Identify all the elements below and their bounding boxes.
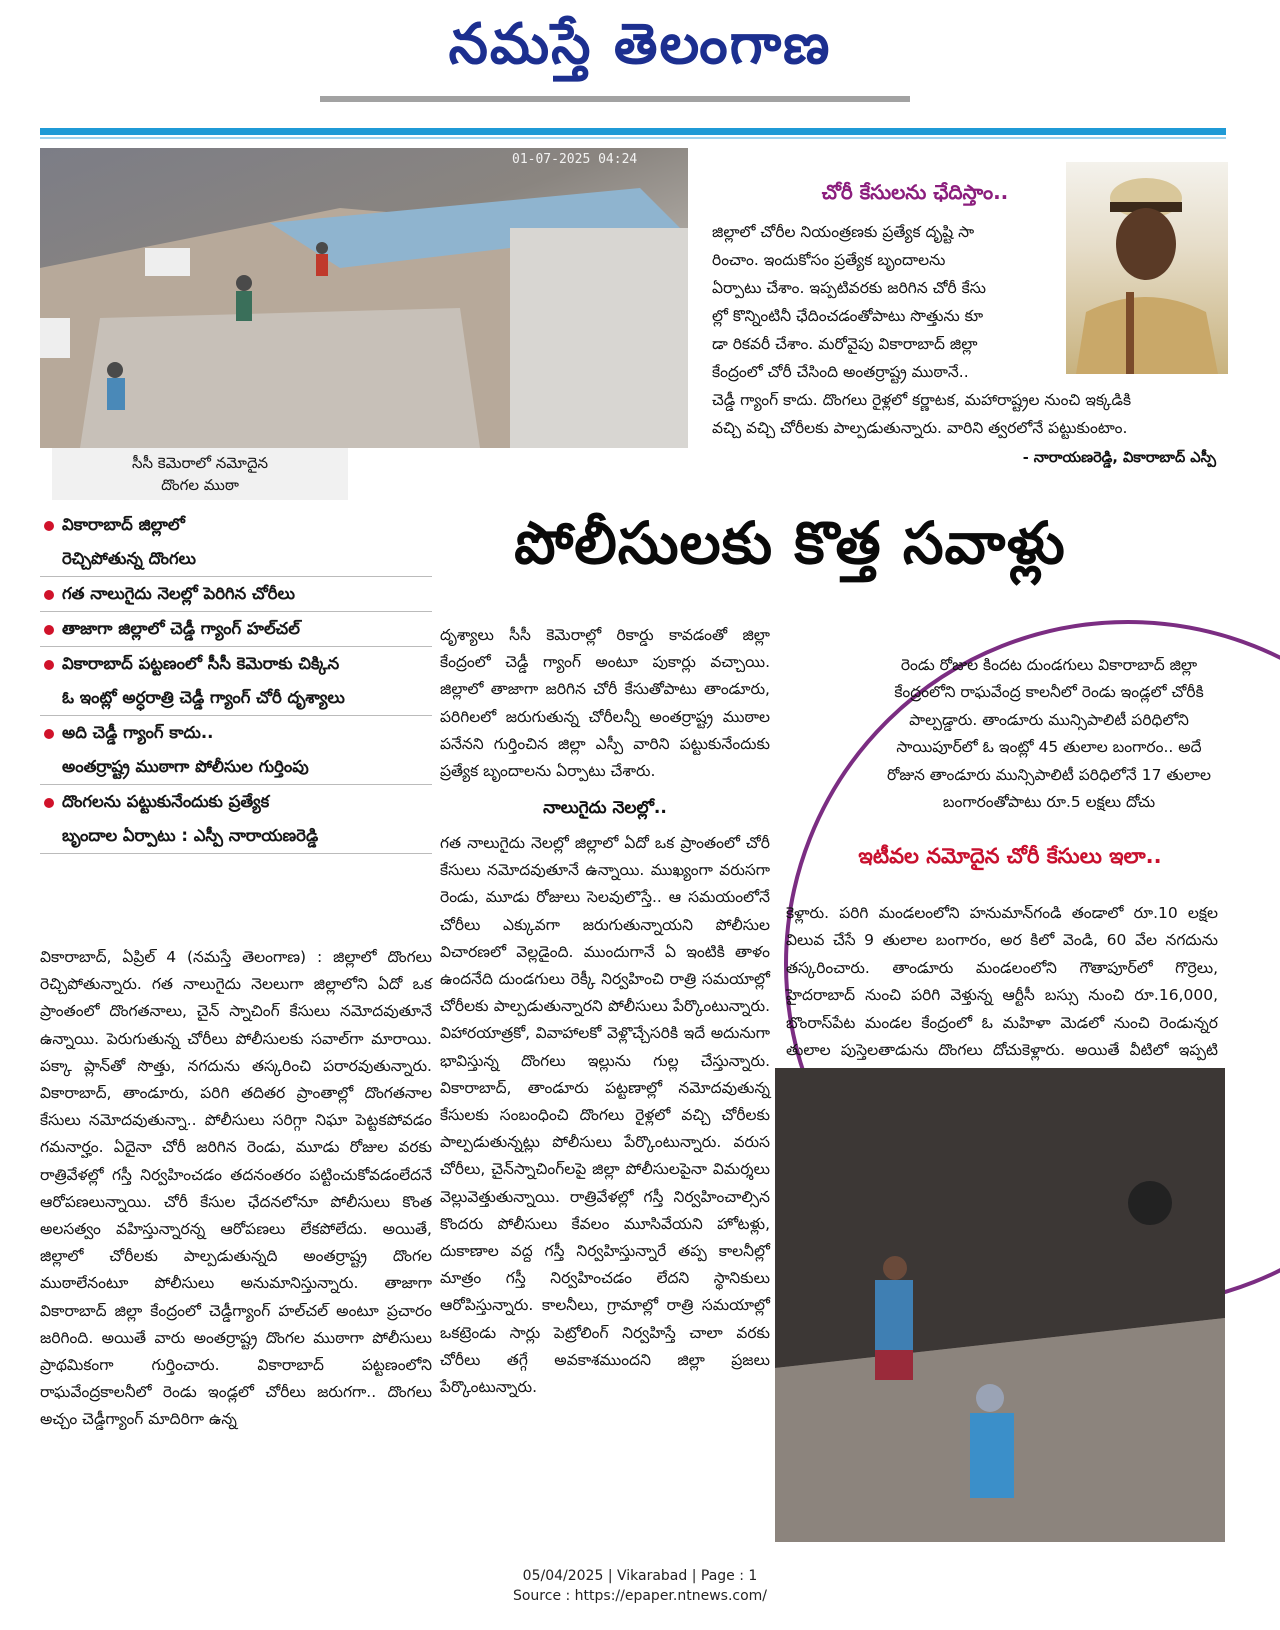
key-points-list bbox=[40, 508, 432, 854]
key-point-line-1: వికారాబాద్ పట్టణంలో సీసీ కెమెరాకు చిక్కిన bbox=[62, 654, 340, 673]
footer-source: Source : https://epaper.ntnews.com/ bbox=[512, 1588, 768, 1604]
quote-line: డా రికవరీ చేశాం. మరోవైపు వికారాబాద్ జిల్లా bbox=[712, 335, 978, 353]
key-point-line-2: బృందాల ఏర్పాటు : ఎస్పీ నారాయణరెడ్డి bbox=[62, 826, 319, 845]
key-point-line-1: దొంగలను పట్టుకునేందుకు ప్రత్యేక bbox=[62, 792, 270, 811]
quote-title: చోరీ కేసులను ఛేదిస్తాం.. bbox=[821, 180, 1009, 204]
photo-caption-line-1: సీసీ కెమెరాలో నమోదైన bbox=[131, 454, 269, 472]
header-divider bbox=[40, 128, 1226, 135]
main-headline: పోలీసులకు కొత్త సవాళ్లు bbox=[514, 509, 1066, 577]
masthead-title: నమస్తే తెలంగాణ bbox=[448, 11, 832, 77]
cctv-scene-2 bbox=[775, 1068, 1225, 1542]
quote-line: చెడ్డీ గ్యాంగ్ కాదు. దొంగలు రైళ్లలో కర్ణాటక, మహారాష్ట్రల నుంచి ఇక్కడికి bbox=[712, 391, 1132, 409]
key-point-line-2: ఓ ఇంట్లో అర్ధరాత్రి చెడ్డీ గ్యాంగ్ చోరీ దృశ్యాలు bbox=[62, 688, 345, 707]
footer-edition-info: 05/04/2025 | Vikarabad | Page : 1 bbox=[522, 1568, 758, 1584]
key-point-line-2: రెచ్చిపోతున్న దొంగలు bbox=[62, 549, 197, 568]
quote-attribution: - నారాయణరెడ్డి, వికారాబాద్ ఎస్పీ bbox=[1022, 450, 1216, 466]
header-divider-thin bbox=[40, 137, 1226, 139]
portrait-figure bbox=[1066, 162, 1228, 374]
photo-caption bbox=[52, 452, 348, 496]
callout-body-text: కెళ్లారు. పరిగి మండలంలోని హనుమాన్‌గండి తండాలో రూ.10 లక్షల విలువ చేసే 9 తులాల బంగారం, అర కిలో వెండి, 60 వేల నగదును తస్కరించారు. తాండూరు మండలంలోని గౌతాపూర్‌లో గొర్రెలు, హైదరాబాద్ నుంచి పరిగి వెళ్తున్న ఆర్టీసీ బస్సు నుంచి రూ.16,000, బొంరాస్‌పేట మండల కేంద్రంలో ఓ మహిళా మెడలో నుంచి రెండున్నర తులాల పుస్తెలతాడును దొంగలు దోచుకెళ్లారు. అయితే వీటిలో ఇప్పటి bbox=[786, 904, 1218, 1060]
quote-body-lower bbox=[712, 386, 1216, 442]
article-column-middle: గత నాలుగైదు నెలల్లో జిల్లాలో ఏదో ఒక ప్రాంతంలో చోరీ కేసులు నమోదవుతూనే ఉన్నాయి. ముఖ్యంగా వరుసగా రెండు, మూడు రోజులు సెలవులొస్తే.. ఆ సమయంలోనే చోరీలు ఎక్కువగా జరుగుతున్నాయని పోలీసుల విచారణలో వెల్లడైంది. ముందుగానే ఏ ఇంటికి తాళం ఉందనేది దుండగులు రెక్కీ నిర్వహించి రాత్రి సమయాల్లో చోరీలకు పాల్పడుతున్నారని పోలీసులు పేర్కొంటున్నారు. విహారయాత్రకో, వివాహాలకో వెళ్లొచ్చేసరికి ఇదే అదునుగా భావిస్తున్న దొంగలు ఇల్లును గుల్ల చేస్తున్నారు. వికారాబాద్, తాండూరు పట్టణాల్లో నమోదవుతున్న కేసులకు సంబంధించి దొంగలు రైళ్లలో వచ్చి చోరీలకు పాల్పడుతున్నట్లు పోలీసులు పేర్కొంటున్నారు. వరుస చోరీలు, చైన్‌స్నాచింగ్‌లపై జిల్లా పోలీసులపైనా విమర్శలు వెల్లువెత్తుతున్నాయి. రాత్రివేళల్లో గస్తీ నిర్వహించాల్సిన కొందరు పోలీసులు కేవలం మూసివేయని హోటళ్లు, దుకాణాల వద్ద గస్తీ నిర్వహిస్తున్నారే తప్ప కాలనీల్లో మాత్రం గస్తీ నిర్వహించడం లేదని స్థానికులు ఆరోపిస్తున్నారు. కాలనీలు, గ్రామాల్లో రాత్రి సమయాల్లో ఒకట్రెండు సార్లు పెట్రోలింగ్ నిర్వహిస్తే చాలా వరకు చోరీలు తగ్గే అవకాశముందని జిల్లా ప్రజలు పేర్కొంటున్నారు. bbox=[440, 834, 770, 1397]
callout-title: ఇటీవల నమోదైన చోరీ కేసులు ఇలా.. bbox=[858, 844, 1162, 868]
key-point bbox=[40, 716, 432, 785]
cctv-scene-1 bbox=[40, 148, 688, 448]
quote-line: ల్లో కొన్నింటినీ ఛేదించడంతోపాటు సొత్తును కూ bbox=[712, 307, 984, 325]
key-point-line-1: గత నాలుగైదు నెలల్లో పెరిగిన చోరీలు bbox=[62, 584, 295, 603]
key-point-line-2: అంతర్రాష్ట్ర ముఠాగా పోలీసుల గుర్తింపు bbox=[62, 757, 309, 776]
quote-line: రించాం. ఇందుకోసం ప్రత్యేక బృందాలను bbox=[712, 251, 946, 269]
article-column-left: వికారాబాద్, ఏప్రిల్ 4 (నమస్తే తెలంగాణ) : జిల్లాలో దొంగలు రెచ్చిపోతున్నారు. గత నాలుగైదు నెలలుగా జిల్లాలోని ఏదో ఒక ప్రాంతంలో దొంగతనాలు, చైన్ స్నాచింగ్ కేసులు నమోదవుతూనే ఉన్నాయి. పెరుగుతున్న చోరీలు పోలీసులకు సవాల్‌గా మారాయి. పక్కా ప్లాన్‌తో సొత్తు, నగదును తస్కరించి పరారవుతున్నారు. వికారాబాద్, తాండూరు, పరిగి తదితర ప్రాంతాల్లో దొంగతనాల కేసులు నమోదవుతున్నా.. పోలీసులు సరిగ్గా నిఘా పెట్టకపోవడం గమనార్హం. ఏదైనా చోరీ జరిగిన రెండు, మూడు రోజుల వరకు రాత్రివేళల్లో గస్తీ నిర్వహించడం తదనంతరం పట్టించుకోవడంలేదనే ఆరోపణలున్నాయి. చోరీ కేసుల ఛేదనలోనూ పోలీసులు కొంత అలసత్వం వహిస్తున్నారన్న ఆరోపణలు లేకపోలేదు. అయితే, జిల్లాలో చోరీలకు పాల్పడుతున్నది అంతర్రాష్ట్ర దొంగల ముఠాలేనంటూ పోలీసులు అనుమానిస్తున్నారు. తాజాగా వికారాబాద్ జిల్లా కేంద్రంలో చెడ్డీగ్యాంగ్ హల్‌చల్ అంటూ ప్రచారం జరిగింది. అయితే వారు అంతర్రాష్ట్ర దొంగల ముఠాగా పోలీసులు ప్రాథమికంగా గుర్తించారు. వికారాబాద్ పట్టణంలోని రాఘవేంద్రకాలనీలో రెండు ఇండ్లలో చోరీలు జరుగగా.. దొంగలు అచ్చం చెడ్డీగ్యాంగ్ మాదిరిగా ఉన్న bbox=[40, 948, 432, 1429]
cctv-photo-gang bbox=[40, 148, 688, 448]
cctv-timestamp: 01-07-2025 04:24 bbox=[512, 152, 638, 167]
quote-line: కేంద్రంలో చోరీ చేసింది అంతర్రాష్ట్ర ముఠానే.. bbox=[712, 363, 969, 381]
article-column-middle-top: దృశ్యాలు సీసీ కెమెరాల్లో రికార్డు కావడంతో జిల్లా కేంద్రంలో చెడ్డీ గ్యాంగ్ అంటూ పుకార్లు వచ్చాయి. జిల్లాలో తాజాగా జరిగిన చోరీ కేసుతోపాటు తాండూరు, పరిగిలలో జరుగుతున్న చోరీలన్నీ అంతర్రాష్ట్ర ముఠాల పనేనని గుర్తించిన జిల్లా ఎస్పీ వారిని పట్టుకునేందుకు ప్రత్యేక బృందాలను ఏర్పాటు చేశారు. bbox=[440, 626, 770, 781]
quote-line: ఏర్పాటు చేశాం. ఇప్పటివరకు జరిగిన చోరీ కేసు bbox=[712, 279, 986, 297]
cctv-photo-suspects bbox=[775, 1068, 1225, 1542]
photo-caption-line-2: దొంగల ముఠా bbox=[161, 476, 239, 494]
key-point-line-1: తాజాగా జిల్లాలో చెడ్డీ గ్యాంగ్ హల్‌చల్ bbox=[62, 619, 300, 638]
callout-intro-text: రెండు రోజుల కిందట దుండగులు వికారాబాద్ జిల్లా కేంద్రంలోని రాఘవేంద్ర కాలనీలో రెండు ఇండ్లలో చోరీకి పాల్పడ్డారు. తాండూరు మున్సిపాలిటీ పరిధిలోని సాయిపూర్‌లో ఓ ఇంట్లో 45 తులాల బంగారం.. అదే రోజున తాండూరు మున్సిపాలిటీ పరిధిలోనే 17 తులాల బంగారంతోపాటు రూ.5 లక్షలు దోచు bbox=[886, 656, 1211, 812]
key-point bbox=[40, 647, 432, 716]
article-subhead: నాలుగైదు నెలల్లో.. bbox=[543, 798, 667, 818]
key-point-line-1: వికారాబాద్ జిల్లాలో bbox=[62, 515, 185, 534]
quote-line: జిల్లాలో చోరీల నియంత్రణకు ప్రత్యేక దృష్టి సా bbox=[712, 223, 975, 241]
dateline-strip bbox=[320, 96, 910, 102]
key-point bbox=[40, 508, 432, 577]
key-point bbox=[40, 612, 432, 647]
quote-line: వచ్చి వచ్చి చోరీలకు పాల్పడుతున్నారు. వారిని త్వరలోనే పట్టుకుంటాం. bbox=[712, 419, 1128, 437]
key-point-line-1: అది చెడ్డీ గ్యాంగ్ కాదు.. bbox=[62, 723, 214, 742]
key-point bbox=[40, 785, 432, 854]
key-point bbox=[40, 577, 432, 612]
sp-portrait-photo bbox=[1066, 162, 1228, 374]
